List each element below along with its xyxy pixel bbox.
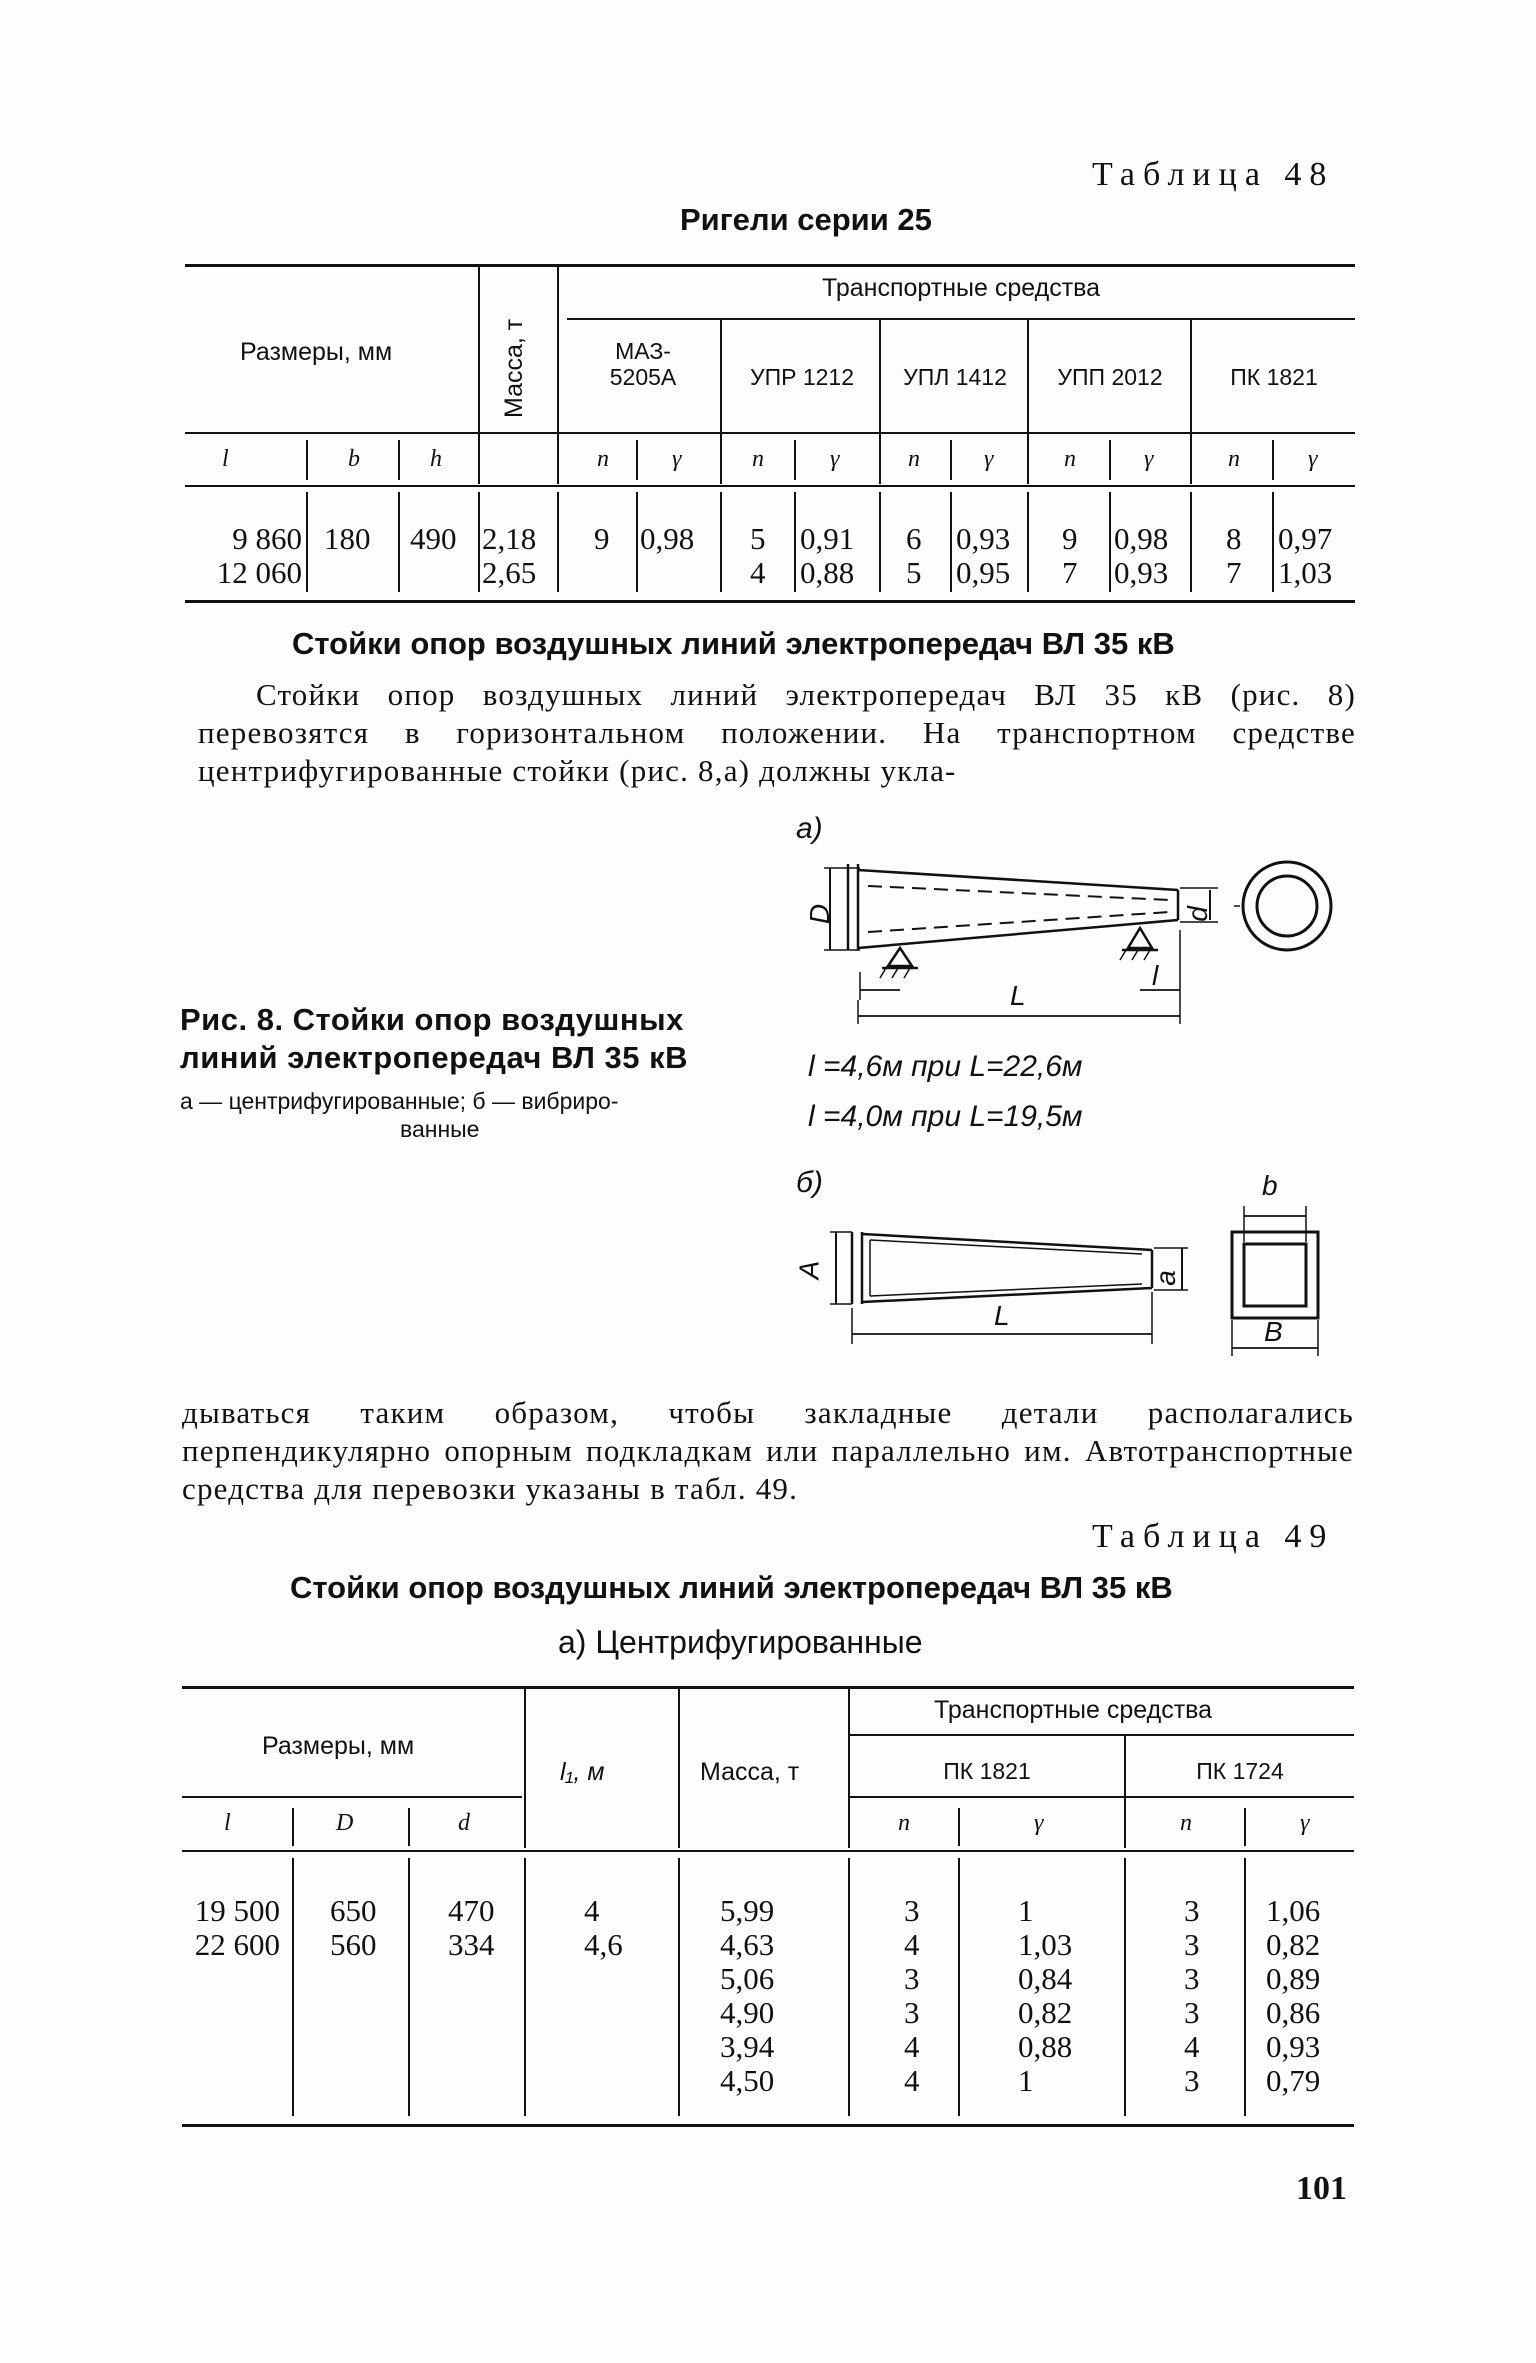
table-49-tick bbox=[408, 1808, 410, 1846]
table-49-sizes-header: Размеры, мм bbox=[262, 1732, 415, 1760]
sub-gamma: γ bbox=[1300, 1810, 1310, 1836]
maz-gamma: 0,98 bbox=[640, 521, 695, 556]
sub-n: n bbox=[908, 446, 920, 472]
table-49-mass-header: Масса, т bbox=[700, 1758, 800, 1786]
table-48-vrule bbox=[794, 492, 796, 592]
sub-gamma: γ bbox=[830, 446, 840, 472]
pk-n: 8 7 bbox=[1226, 521, 1242, 590]
table-49-title: Стойки опор воздушных линий электропередач ВЛ 35 кВ bbox=[290, 1570, 1173, 1605]
table-48-top-rule bbox=[185, 264, 1355, 267]
table-49-mass-values: 5,99 4,63 5,06 4,90 3,94 4,50 bbox=[720, 1893, 775, 2098]
dim-b: b bbox=[1262, 1170, 1278, 1201]
table-48-b-value: 180 bbox=[324, 521, 371, 556]
table-48-rule bbox=[185, 432, 1355, 434]
table-48-tick bbox=[794, 440, 796, 480]
sub-n: n bbox=[1064, 446, 1076, 472]
sub-d: d bbox=[458, 1810, 470, 1836]
table-49-transport-header: Транспортные средства bbox=[934, 1696, 1213, 1724]
sub-n: n bbox=[1228, 446, 1240, 472]
table-48-bottom-rule bbox=[185, 600, 1355, 603]
figure-caption-line-1: Рис. 8. Стойки опор воздушных bbox=[180, 1002, 684, 1037]
table-49-l1-values: 4 4,6 bbox=[584, 1893, 623, 1962]
table-49-vrule bbox=[1124, 1858, 1126, 2116]
sub-gamma: γ bbox=[1034, 1810, 1044, 1836]
table-48-vrule bbox=[720, 492, 722, 592]
upl-n: 6 5 bbox=[906, 521, 922, 590]
sub-n: n bbox=[597, 446, 609, 472]
sub-l: l bbox=[222, 446, 229, 472]
pk-gamma: 0,97 1,03 bbox=[1278, 521, 1333, 590]
table-49-rule bbox=[848, 1734, 1354, 1736]
table-48-vrule bbox=[636, 492, 638, 592]
figure-caption-line-2: линий электропередач ВЛ 35 кВ bbox=[180, 1040, 689, 1075]
figure-label-a: а) bbox=[796, 812, 823, 845]
table-49-tick bbox=[1244, 1808, 1246, 1846]
table-49-D-values: 650 560 bbox=[330, 1893, 377, 1962]
table-48-tick bbox=[398, 440, 400, 480]
upp-n: 9 7 bbox=[1062, 521, 1078, 590]
upl-gamma: 0,93 0,95 bbox=[956, 521, 1011, 590]
dim-D: D bbox=[804, 903, 836, 925]
table-49-l1-header: l₁, м bbox=[560, 1758, 605, 1786]
table-48-mass-values: 2,18 2,65 bbox=[482, 521, 537, 590]
table-48-rule bbox=[185, 485, 1355, 487]
table-48-title: Ригели серии 25 bbox=[680, 202, 932, 237]
table-48-vrule bbox=[1109, 492, 1111, 592]
table-49-vrule bbox=[1124, 1736, 1126, 1848]
table-49-vrule bbox=[292, 1858, 294, 2116]
table-48-vrule bbox=[478, 492, 480, 592]
table-48-vrule bbox=[306, 492, 308, 592]
table-48-transport-header: Транспортные средства bbox=[822, 274, 1101, 302]
paragraph-2: дываться таким образом, чтобы закладные детали располагались перпендикулярно опорным подкладкам или параллельно им. Автотранспортные средства для перевозки указаны в табл. 49. bbox=[182, 1395, 1354, 1506]
table-49-vrule bbox=[408, 1858, 410, 2116]
table-49-vrule bbox=[524, 1858, 526, 2116]
pk1724-gamma-values: 1,06 0,82 0,89 0,86 0,93 0,79 bbox=[1266, 1893, 1321, 2098]
table-49-rule bbox=[182, 1796, 522, 1798]
table-48-vrule bbox=[1190, 318, 1192, 484]
table-49-tick bbox=[292, 1808, 294, 1846]
pk1821-n-values: 3 4 3 3 4 4 bbox=[904, 1893, 920, 2098]
figure-label-b: б) bbox=[796, 1166, 823, 1199]
dim-L2: L bbox=[994, 1300, 1010, 1331]
table-48-tick bbox=[950, 440, 952, 480]
upp-gamma: 0,98 0,93 bbox=[1114, 521, 1169, 590]
table-48-tick bbox=[306, 440, 308, 480]
table-48-mass-header: Масса, т bbox=[500, 318, 528, 418]
sub-n: n bbox=[752, 446, 764, 472]
dim-A: A bbox=[793, 1260, 825, 1280]
table-48-sizes-header: Размеры, мм bbox=[240, 338, 393, 366]
upr-n: 5 4 bbox=[750, 521, 766, 590]
table-48-rule bbox=[567, 318, 1355, 320]
table-48-vrule bbox=[557, 264, 559, 484]
sub-n: n bbox=[1180, 1810, 1192, 1836]
vehicle-upl: УПЛ 1412 bbox=[903, 364, 1007, 390]
table-49-vrule bbox=[958, 1858, 960, 2116]
table-49-vrule bbox=[848, 1858, 850, 2116]
maz-n: 9 bbox=[594, 521, 610, 556]
table-49-bottom-rule bbox=[182, 2124, 1354, 2127]
table-49-subtitle: а) Центрифугированные bbox=[558, 1624, 923, 1660]
table-49-d-values: 470 334 bbox=[448, 1893, 495, 1962]
table-48-vrule bbox=[1272, 492, 1274, 592]
table-48-vrule bbox=[879, 318, 881, 484]
dim-a: a bbox=[1149, 1270, 1181, 1286]
table-49-caption: Таблица 49 bbox=[1092, 1518, 1335, 1555]
dim-d: d bbox=[1181, 906, 1213, 922]
table-48-vrule bbox=[720, 318, 722, 484]
vehicle-pk-1724: ПК 1724 bbox=[1196, 1758, 1284, 1784]
sub-b: b bbox=[348, 446, 360, 472]
sub-gamma: γ bbox=[984, 446, 994, 472]
vehicle-upr: УПР 1212 bbox=[749, 364, 855, 390]
sub-gamma: γ bbox=[1144, 446, 1154, 472]
table-49-vrule bbox=[678, 1858, 680, 2116]
figure-caption-line-4: ванные bbox=[400, 1116, 480, 1142]
sub-l: l bbox=[224, 1810, 231, 1836]
sub-gamma: γ bbox=[672, 446, 682, 472]
sub-D: D bbox=[336, 1810, 354, 1836]
table-48-tick bbox=[1272, 440, 1274, 480]
table-49-l-values: 19 500 22 600 bbox=[194, 1893, 280, 1962]
pk1724-n-values: 3 3 3 3 4 3 bbox=[1184, 1893, 1200, 2098]
paragraph-1: Стойки опор воздушных линий электропередач ВЛ 35 кВ (рис. 8) перевозятся в горизонтальном положении. На транспортном средстве центрифугированные стойки (рис. 8,а) должны укла- bbox=[198, 677, 1356, 788]
table-49-rule bbox=[182, 1850, 1354, 1852]
table-49-vrule bbox=[678, 1688, 680, 1848]
sub-gamma: γ bbox=[1308, 446, 1318, 472]
vehicle-maz: МАЗ- 5205А bbox=[609, 338, 677, 390]
table-48-tick bbox=[636, 440, 638, 480]
table-48-caption: Таблица 48 bbox=[1092, 156, 1335, 193]
table-48-h-value: 490 bbox=[410, 521, 457, 556]
table-48-vrule bbox=[1027, 318, 1029, 484]
table-48-vrule bbox=[879, 492, 881, 592]
table-49-top-rule bbox=[182, 1686, 1354, 1689]
section-heading: Стойки опор воздушных линий электропередач ВЛ 35 кВ bbox=[292, 626, 1175, 661]
table-48-tick bbox=[1109, 440, 1111, 480]
table-48-vrule bbox=[478, 264, 480, 484]
table-48-vrule bbox=[557, 492, 559, 592]
figure-caption-line-3: а — центрифугированные; б — вибриро- bbox=[180, 1088, 619, 1114]
sub-n: n bbox=[898, 1810, 910, 1836]
table-48-vrule bbox=[1027, 492, 1029, 592]
dim-l: l bbox=[1152, 960, 1159, 991]
figure-note-1: l =4,6м при L=22,6м bbox=[808, 1050, 1083, 1083]
vehicle-pk-1821: ПК 1821 bbox=[943, 1758, 1031, 1784]
vehicle-upp: УПП 2012 bbox=[1057, 364, 1163, 390]
dim-L: L bbox=[1010, 980, 1026, 1011]
table-48-l-values: 9 860 12 060 bbox=[216, 521, 302, 590]
table-49-vrule bbox=[524, 1688, 526, 1848]
page-number: 101 bbox=[1296, 2170, 1347, 2207]
pk1821-gamma-values: 1 1,03 0,84 0,82 0,88 1 bbox=[1018, 1893, 1073, 2098]
table-49-tick bbox=[958, 1808, 960, 1846]
figure-note-2: l =4,0м при L=19,5м bbox=[808, 1100, 1083, 1133]
table-48-vrule bbox=[1190, 492, 1192, 592]
table-48-vrule bbox=[398, 492, 400, 592]
table-49-vrule bbox=[1244, 1858, 1246, 2116]
dim-B: B bbox=[1264, 1316, 1283, 1347]
table-48-vrule bbox=[950, 492, 952, 592]
sub-h: h bbox=[430, 446, 442, 472]
table-49-rule bbox=[848, 1796, 1354, 1798]
vehicle-pk: ПК 1821 bbox=[1230, 364, 1318, 390]
upr-gamma: 0,91 0,88 bbox=[800, 521, 855, 590]
